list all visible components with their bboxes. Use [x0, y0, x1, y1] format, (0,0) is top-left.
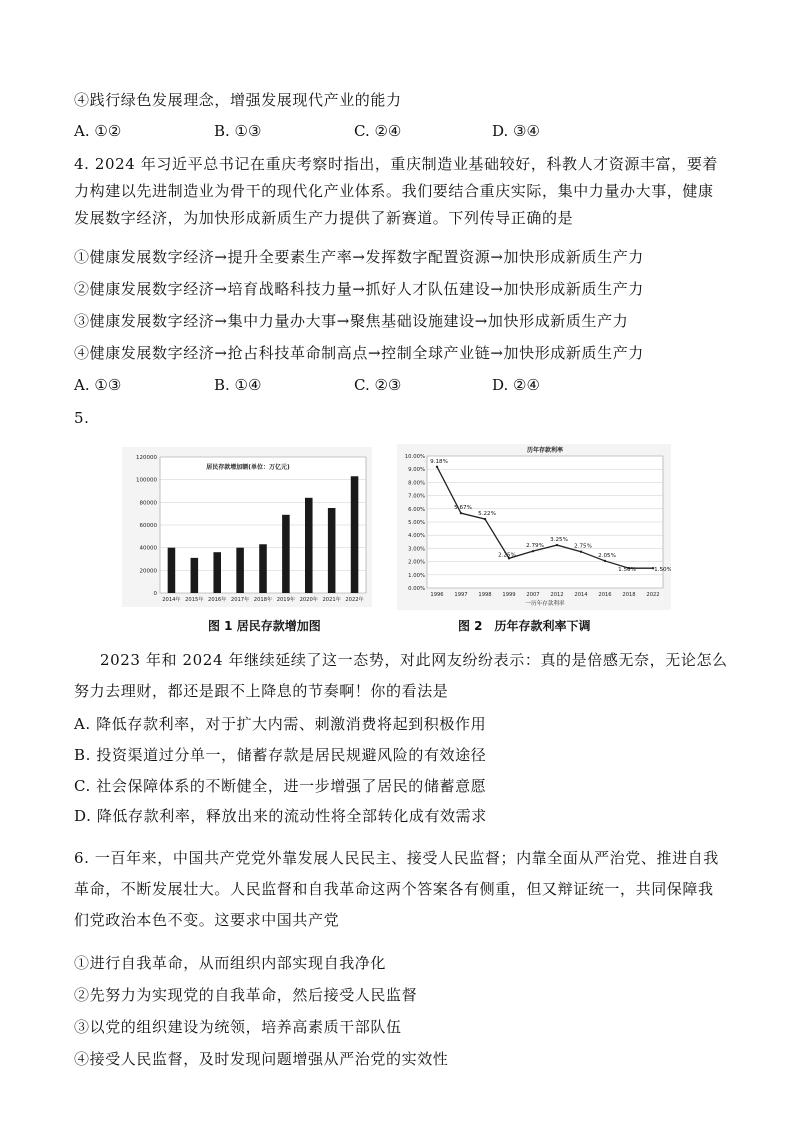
- x-tick-label: 2014: [574, 592, 588, 598]
- x-tick-label: 2021年: [322, 597, 341, 603]
- q6-stem-line-2: 革命，不断发展壮大。人民监督和自我革命这两个答案各有侧重，但又辩证统一，共同保障我: [74, 880, 714, 898]
- rate-point-2016: [604, 560, 606, 562]
- q6-item-1: ①进行自我革命，从而组织内部实现自我净化: [74, 954, 387, 972]
- q3-item-4: ④践行绿色发展理念，增强发展现代产业的能力: [74, 91, 402, 109]
- x-tick-label: 1999: [502, 592, 516, 598]
- y-tick-label: 100000: [136, 477, 157, 484]
- bar-2017年: [236, 548, 244, 593]
- x-tick-label: 2016年: [208, 597, 227, 603]
- y-tick-label: 60000: [139, 523, 157, 529]
- x-tick-label: 2022: [646, 592, 660, 598]
- q5-option-c: C. 社会保障体系的不断健全，进一步增强了居民的储蓄意愿: [74, 777, 487, 795]
- rate-label: 1.50%: [618, 567, 636, 574]
- q4-stem-line-3: 发展数字经济，为加快形成新质生产力提供了新赛道。下列传导正确的是: [74, 209, 574, 227]
- q5-stem-line-1: 2023 年和 2024 年继续延续了这一态势，对此网友纷纷表示：真的是倍感无奈，无论怎么: [100, 651, 728, 669]
- q4-stem-line-2: 力构建以先进制造业为骨干的现代化产业体系。我们要结合重庆实际，集中力量办大事，健康: [74, 182, 714, 200]
- q6-item-4: ④接受人民监督，及时发现问题增强从严治党的实效性: [74, 1050, 449, 1068]
- q4-item-1: ①健康发展数字经济→提升全要素生产率→发挥数字配置资源→加快形成新质生产力: [74, 248, 644, 266]
- rate-label: 2.05%: [598, 552, 616, 559]
- q5-option-b: B. 投资渠道过分单一，储蓄存款是居民规避风险的有效途径: [74, 746, 487, 764]
- q5-number: 5.: [74, 409, 90, 427]
- rate-label: 5.67%: [454, 505, 472, 512]
- q5-option-a: A. 降低存款利率，对于扩大内需、刺激消费将起到积极作用: [74, 715, 487, 733]
- chart-rates-box: [397, 444, 671, 610]
- y-tick-label: 2.00%: [408, 559, 425, 566]
- q6-stem-line-1: 6. 一百年来，中国共产党党外靠发展人民民主、接受人民监督；内靠全面从严治党、推进自我: [74, 849, 719, 867]
- y-tick-label: 7.00%: [408, 493, 425, 500]
- q3-option-d: D. ③④: [492, 122, 540, 140]
- q4-item-2: ②健康发展数字经济→培育战略科技力量→抓好人才队伍建设→加快形成新质生产力: [74, 280, 644, 298]
- x-tick-label: 2016: [598, 592, 612, 598]
- rate-point-1996: [436, 466, 438, 468]
- x-tick-label: 2015年: [185, 597, 204, 603]
- q6-item-3: ③以党的组织建设为统领，培养高素质干部队伍: [74, 1018, 402, 1036]
- figure-1-caption: 图 1 居民存款增加图: [208, 619, 321, 633]
- x-tick-label: 2014年: [162, 597, 181, 603]
- rate-point-1998: [484, 518, 486, 520]
- deposit-increase-bar-chart: [122, 447, 372, 607]
- y-tick-label: 0: [153, 591, 157, 597]
- figure-2-caption: 图 2 历年存款利率下调: [458, 619, 591, 633]
- rate-label: 9.18%: [430, 458, 448, 465]
- q5-stem-line-2: 努力去理财，都还是跟不上降息的节奏啊！你的看法是: [74, 682, 449, 700]
- x-tick-label: 1997: [454, 592, 468, 598]
- y-tick-label: 0.00%: [408, 586, 425, 592]
- bar-2021年: [328, 508, 336, 593]
- q4-item-3: ③健康发展数字经济→集中力量办大事→聚焦基础设施建设→加快形成新质生产力: [74, 312, 629, 330]
- q4-option-c: C. ②③: [354, 376, 402, 394]
- rate-label: 2.79%: [526, 543, 544, 550]
- rate-label: 1.50%: [654, 567, 671, 574]
- q6-item-2: ②先努力为实现党的自我革命，然后接受人民监督: [74, 986, 418, 1004]
- rate-label: 5.22%: [478, 511, 496, 518]
- bar-2018年: [259, 544, 267, 593]
- y-tick-label: 120000: [136, 455, 157, 461]
- rate-point-1997: [460, 512, 462, 514]
- x-tick-label: 1998: [478, 592, 492, 598]
- q4-item-4: ④健康发展数字经济→抢占科技革命制高点→控制全球产业链→加快形成新质生产力: [74, 344, 644, 362]
- y-tick-label: 9.00%: [408, 467, 425, 474]
- y-tick-label: 4.00%: [408, 533, 425, 540]
- q5-option-d: D. 降低存款利率，释放出来的流动性将全部转化成有效需求: [74, 807, 487, 825]
- y-tick-label: 40000: [139, 545, 157, 552]
- bar-2014年: [168, 548, 176, 593]
- bar-2015年: [191, 558, 199, 593]
- rate-label: 2.25%: [498, 552, 516, 559]
- y-tick-label: 5.00%: [408, 520, 425, 526]
- y-tick-label: 6.00%: [408, 506, 425, 513]
- rate-point-2014: [580, 551, 582, 553]
- y-tick-label: 3.00%: [408, 546, 425, 553]
- rate-point-2012: [556, 544, 558, 546]
- y-tick-label: 1.00%: [408, 572, 425, 579]
- x-tick-label: 2012: [550, 592, 564, 598]
- x-tick-label: 2020年: [299, 597, 318, 603]
- y-tick-label: 80000: [139, 500, 157, 507]
- bar-2016年: [213, 552, 221, 593]
- q3-option-c: C. ②④: [354, 122, 402, 140]
- x-tick-label: 2022年: [345, 597, 364, 603]
- deposit-rate-line-chart: [397, 444, 671, 610]
- q6-stem-line-3: 们党政治本色不变。这要求中国共产党: [74, 911, 340, 929]
- rate-point-2007: [532, 550, 534, 552]
- q4-option-a: A. ①③: [74, 376, 122, 394]
- x-tick-label: 2018: [622, 592, 636, 598]
- rate-label: 3.25%: [550, 537, 568, 544]
- q4-stem-line-1: 4. 2024 年习近平总书记在重庆考察时指出，重庆制造业基础较好，科教人才资源丰富，要着: [74, 155, 719, 173]
- q3-option-b: B. ①③: [214, 122, 262, 140]
- q3-option-a: A. ①②: [74, 122, 122, 140]
- x-tick-label: 2007: [526, 592, 540, 598]
- chart-deposits-box: [122, 447, 372, 607]
- x-tick-label: 2017年: [230, 597, 250, 603]
- x-tick-label: 2019年: [276, 597, 296, 603]
- bar-2019年: [282, 515, 290, 593]
- q4-option-d: D. ②④: [492, 376, 540, 394]
- bar-2022年: [351, 476, 359, 593]
- x-tick-label: 2018年: [253, 597, 273, 603]
- q4-option-b: B. ①④: [214, 376, 262, 394]
- chart-title: 居民存款增加额(单位：万亿元): [206, 464, 290, 471]
- x-axis-label: 一历年存款利率: [525, 601, 565, 607]
- bar-2020年: [305, 498, 313, 593]
- x-tick-label: 1996: [430, 592, 444, 598]
- y-tick-label: 8.00%: [408, 480, 425, 487]
- y-tick-label: 20000: [139, 568, 157, 575]
- rate-label: 2.75%: [574, 543, 592, 550]
- y-tick-label: 10.00%: [404, 454, 425, 460]
- chart-title: 历年存款利率: [526, 447, 564, 454]
